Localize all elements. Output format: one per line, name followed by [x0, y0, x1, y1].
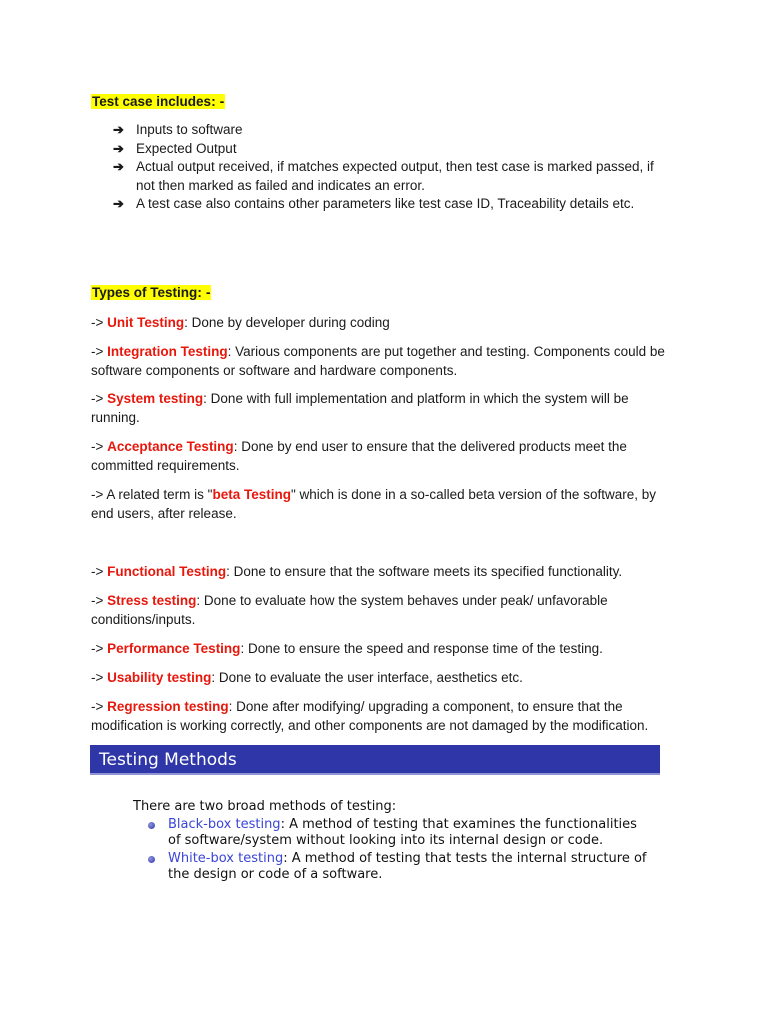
- term-label: Stress testing: [107, 593, 197, 608]
- heading-types-of-testing: [91, 284, 211, 301]
- ball-bullet-icon: [148, 822, 155, 829]
- testing-type-unit: -> Unit Testing: Done by developer during coding: [91, 315, 390, 330]
- slide-title: Testing Methods: [90, 745, 660, 775]
- arrow-right-icon: ➔: [113, 140, 124, 156]
- heading-test-case-includes: [91, 93, 225, 110]
- list-item: ➔ Actual output received, if matches expected output, then test case is marked passed, if not then marked as failed and indicates an error.: [113, 159, 654, 193]
- term-label: Black-box testing: [168, 817, 281, 832]
- term-label: Usability testing: [107, 670, 212, 685]
- arrow-right-icon: ➔: [113, 159, 124, 175]
- arrow-right-icon: ➔: [113, 122, 124, 137]
- testing-type-integration: -> Integration Testing: Various components are put together and testing. Components could be software components or software and hardware components.: [91, 344, 665, 379]
- term-label: Regression testing: [107, 699, 229, 714]
- highlight: Test case includes: -: [92, 93, 225, 109]
- arrow-right-icon: ➔: [113, 196, 124, 212]
- testing-type-acceptance: -> Acceptance Testing: Done by end user to ensure that the delivered products meet the committed requirements.: [91, 439, 627, 474]
- ball-bullet-icon: [148, 856, 155, 863]
- list-item: White-box testing: A method of testing that tests the internal structure of the design or code of a software.: [133, 851, 653, 883]
- testing-type-performance: -> Performance Testing: Done to ensure the speed and response time of the testing.: [91, 641, 603, 656]
- testing-type-functional: -> Functional Testing: Done to ensure that the software meets its specified functionality.: [91, 564, 623, 579]
- term-label: Unit Testing: [107, 315, 185, 330]
- list-item: ➔ Expected Output: [113, 140, 673, 159]
- term-label: Performance Testing: [107, 641, 241, 656]
- highlight: Types of Testing: -: [92, 284, 211, 300]
- testing-methods-slide: [90, 745, 662, 920]
- term-label: System testing: [107, 391, 204, 406]
- slide-list: [133, 817, 653, 883]
- slide-intro: There are two broad methods of testing:: [133, 799, 397, 814]
- testing-type-usability: -> Usability testing: Done to evaluate the user interface, aesthetics etc.: [91, 670, 523, 685]
- term-label: Functional Testing: [107, 564, 227, 579]
- testing-type-beta: -> A related term is "beta Testing" which is done in a so-called beta version of the software, by end users, after release.: [91, 487, 656, 522]
- term-label: White-box testing: [168, 851, 284, 866]
- testing-type-regression: -> Regression testing: Done after modifying/ upgrading a component, to ensure that the modification is working correctly, and other components are not damaged by the modification.: [91, 699, 649, 734]
- term-label: Acceptance Testing: [107, 439, 234, 454]
- slide-body: [133, 798, 653, 885]
- term-label: beta Testing: [212, 487, 291, 502]
- testing-type-stress: -> Stress testing: Done to evaluate how the system behaves under peak/ unfavorable conditions/inputs.: [91, 593, 608, 628]
- term-label: Integration Testing: [107, 344, 228, 359]
- test-case-list: [113, 121, 673, 214]
- list-item: Black-box testing: A method of testing that examines the functionalities of software/system without looking into its internal design or code.: [133, 817, 653, 849]
- list-item: ➔ A test case also contains other parameters like test case ID, Traceability details etc.: [113, 195, 673, 214]
- testing-type-system: -> System testing: Done with full implementation and platform in which the system will be running.: [91, 391, 629, 426]
- list-item: ➔ Inputs to software: [113, 121, 673, 140]
